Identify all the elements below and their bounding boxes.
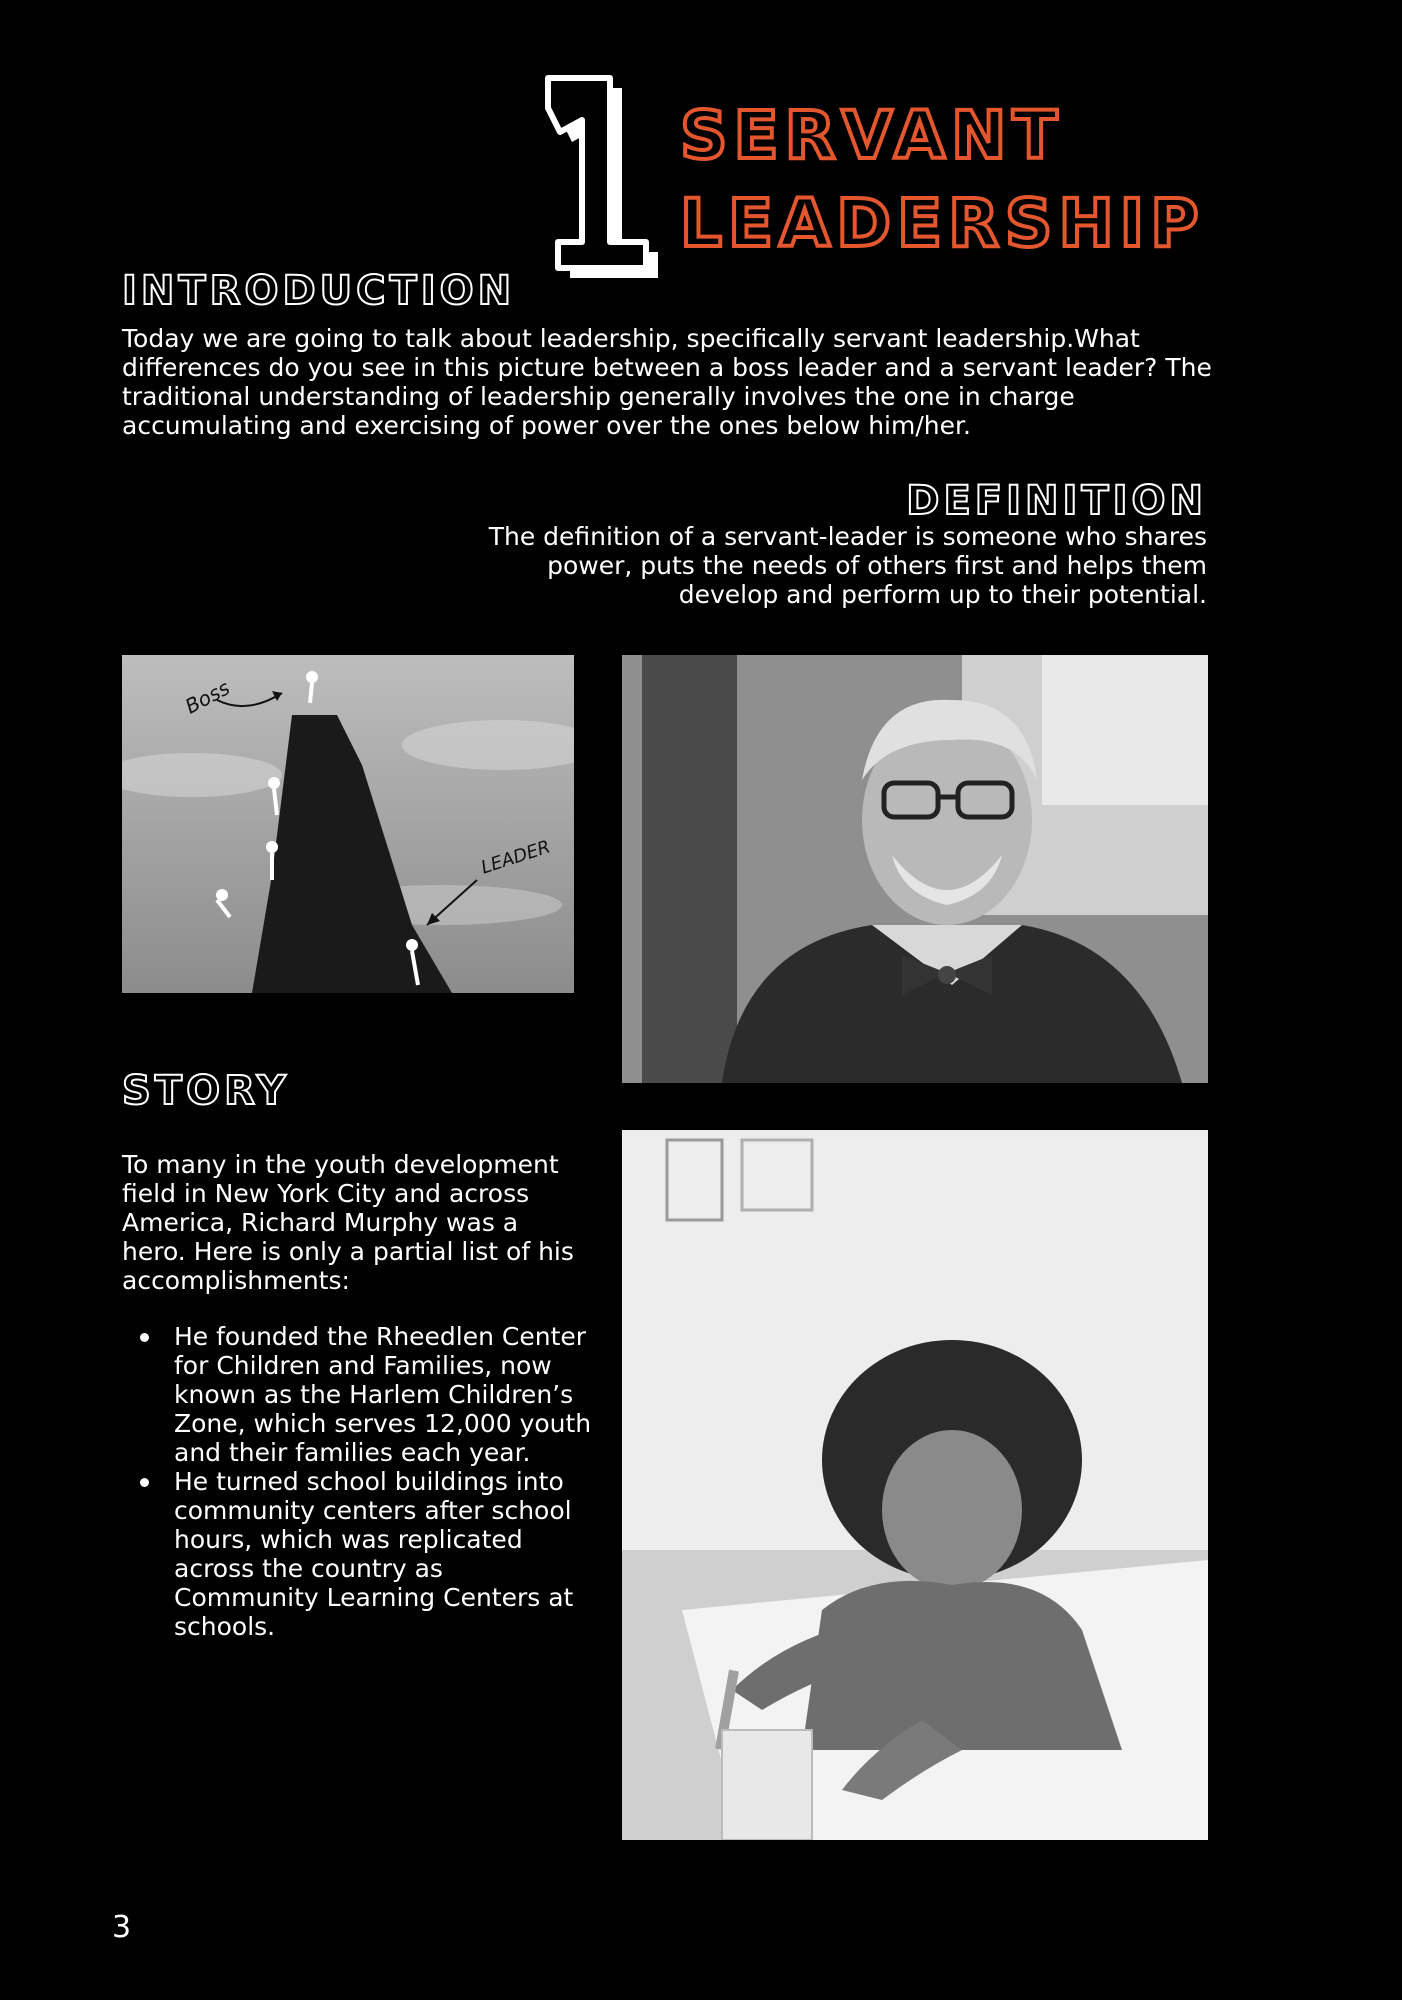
list-item: [122, 1467, 592, 1641]
page-number: 3: [112, 1910, 132, 1945]
leader-label: LEADER: [478, 836, 553, 879]
chapter-number-graphic: [530, 70, 680, 280]
page-title: [680, 92, 1240, 268]
boss-label: Boss: [181, 675, 234, 719]
story-heading: STORY: [122, 1068, 290, 1114]
list-item-text: He turned school buildings into community centers after school hours, which was replicated across the country as Community Learning Centers at schools.: [174, 1467, 574, 1641]
bullet-icon: [140, 1333, 149, 1342]
title-line-1: SERVANT: [680, 97, 1064, 174]
bullet-icon: [140, 1478, 149, 1487]
boss-vs-leader-illustration: [122, 655, 574, 993]
list-item-text: He founded the Rheedlen Center for Children and Families, now known as the Harlem Children’s Zone, which serves 12,000 youth and their families each year.: [174, 1322, 592, 1467]
accomplishments-list: [122, 1322, 592, 1641]
introduction-heading: INTRODUCTION: [122, 268, 516, 314]
definition-text: The definition of a servant-leader is someone who shares power, puts the needs of others first and helps them develop and perform up to their potential.: [488, 522, 1207, 609]
list-item: [122, 1322, 592, 1467]
definition-heading: DEFINITION: [906, 478, 1207, 524]
title-line-2: LEADERSHIP: [680, 185, 1205, 262]
chapter-number: [530, 70, 680, 280]
richard-murphy-photo: [622, 655, 1208, 1083]
introduction-text: Today we are going to talk about leadership, specifically servant leadership.What differences do you see in this picture between a boss leader and a servant leader? The traditional understanding of leadership generally involves the one in charge accumulating and exercising of power over the ones below him/her.: [122, 324, 1212, 440]
story-text: To many in the youth development field in New York City and across America, Richard Murphy was a hero. Here is only a partial list of his accomplishments:: [122, 1150, 574, 1295]
child-drawing-photo: [622, 1130, 1208, 1840]
